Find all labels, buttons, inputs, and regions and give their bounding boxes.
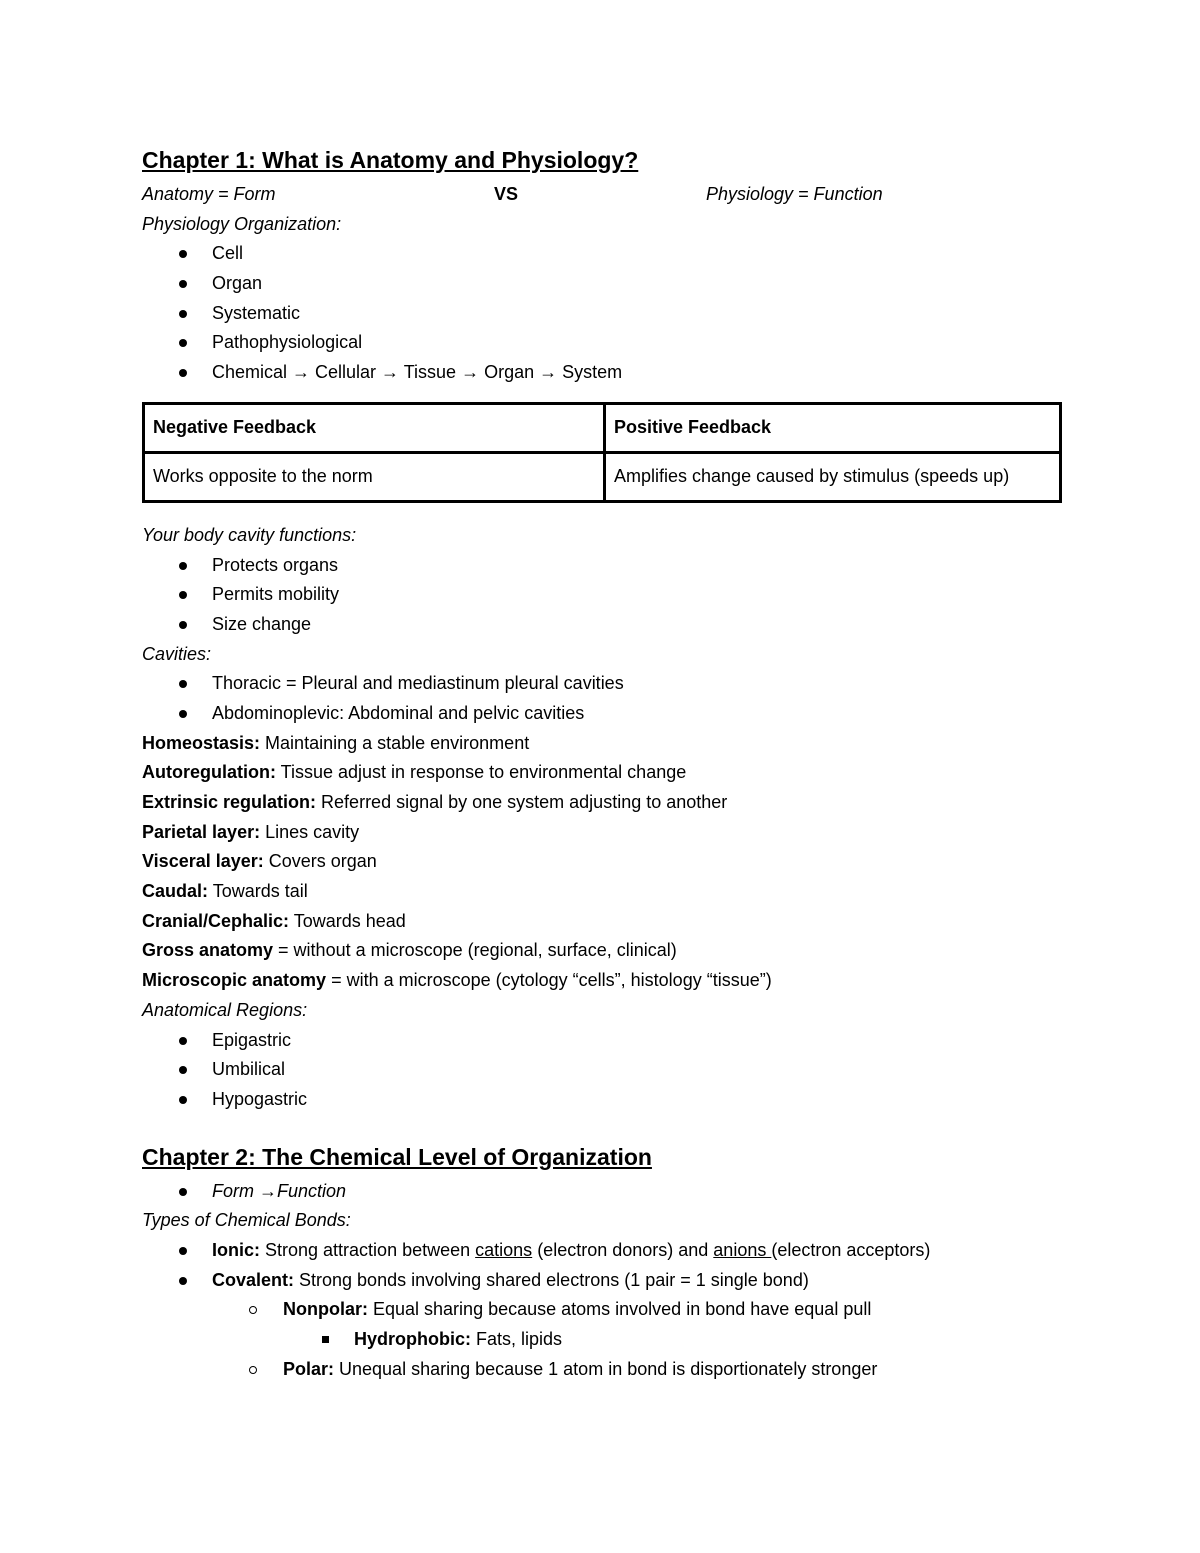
bond-term: Hydrophobic: xyxy=(354,1329,471,1349)
document-page xyxy=(142,140,1062,1384)
bonds-label: Types of Chemical Bonds: xyxy=(142,1210,351,1231)
bond-text: Strong bonds involving shared electrons (1 pair = 1 single bond) xyxy=(294,1269,809,1290)
definition xyxy=(142,966,1062,996)
bond-text: (electron acceptors) xyxy=(771,1239,931,1260)
cations-word: cations xyxy=(475,1239,533,1260)
definition-text: Referred signal by one system adjusting to another xyxy=(316,792,728,812)
list-item: Epigastric xyxy=(142,1026,1062,1056)
definition-text: Towards tail xyxy=(208,881,308,902)
definition-term: Cranial/Cephalic: xyxy=(142,910,290,931)
bond-term: Covalent: xyxy=(212,1269,295,1290)
definition xyxy=(142,877,1062,907)
chapter1-title: Chapter 1: What is Anatomy and Physiology? xyxy=(142,147,639,173)
chapter2-title: Chapter 2: The Chemical Level of Organization xyxy=(142,1143,652,1170)
definition-text: Covers organ xyxy=(263,851,377,872)
definition xyxy=(142,758,1062,788)
feedback-table xyxy=(142,402,1062,503)
anatomy-form: Anatomy = Form xyxy=(142,184,276,204)
definition-term: Extrinsic regulation: xyxy=(142,792,317,812)
regions-label: Anatomical Regions: xyxy=(142,999,308,1020)
bond-text: (electron donors) and xyxy=(532,1239,714,1260)
definition xyxy=(142,818,1062,848)
cavity-functions-label: Your body cavity functions: xyxy=(142,524,357,545)
definition xyxy=(142,788,1062,818)
definition-text: Tissue adjust in response to environmental change xyxy=(275,762,687,783)
definition xyxy=(142,907,1062,937)
definition-text: = without a microscope (regional, surface, clinical) xyxy=(273,940,677,961)
cavities-label: Cavities: xyxy=(142,643,212,664)
definition-term: Visceral layer: xyxy=(142,851,264,872)
list-item: Protects organs xyxy=(142,551,1062,581)
definition-term: Gross anatomy xyxy=(142,940,274,961)
bond-term: Polar: xyxy=(283,1358,335,1379)
definition xyxy=(142,847,1062,877)
list-item-nonpolar xyxy=(142,1295,1062,1325)
list-item: Pathophysiological xyxy=(142,328,1062,358)
list-item: Cell xyxy=(142,239,1062,269)
list-item: Systematic xyxy=(142,299,1062,329)
list-item-ionic xyxy=(142,1236,1062,1266)
physiology-function: Physiology = Function xyxy=(706,184,883,204)
list-item-covalent xyxy=(142,1266,1062,1296)
table-header-row xyxy=(144,403,1061,452)
definition xyxy=(142,729,1062,759)
table-cell: Amplifies change caused by stimulus (speeds up) xyxy=(605,452,1061,501)
list-item: Form →Function xyxy=(142,1177,1062,1207)
definition-term: Autoregulation: xyxy=(142,762,276,783)
definition-text: Maintaining a stable environment xyxy=(260,732,530,753)
list-item-hydrophobic xyxy=(142,1325,1062,1355)
table-cell: Works opposite to the norm xyxy=(144,452,605,501)
list-item: Chemical → Cellular → Tissue → Organ → System xyxy=(142,358,1062,388)
table-header-cell: Positive Feedback xyxy=(605,403,1061,452)
bond-text: Fats, lipids xyxy=(471,1329,563,1349)
list-item: Thoracic = Pleural and mediastinum pleural cavities xyxy=(142,669,1062,699)
definition-text: Lines cavity xyxy=(260,821,360,842)
list-item-polar xyxy=(142,1355,1062,1385)
list-item: Abdominoplevic: Abdominal and pelvic cavities xyxy=(142,699,1062,729)
bond-text: Equal sharing because atoms involved in bond have equal pull xyxy=(368,1299,872,1320)
definition xyxy=(142,936,1062,966)
definition-term: Microscopic anatomy xyxy=(142,970,327,991)
organization-label: Physiology Organization: xyxy=(142,213,342,234)
bond-text: Strong attraction between xyxy=(260,1239,476,1260)
bond-term: Ionic: xyxy=(212,1239,260,1260)
bond-term: Nonpolar: xyxy=(283,1299,368,1320)
list-item: Size change xyxy=(142,610,1062,640)
table-header-cell: Negative Feedback xyxy=(144,403,605,452)
vs-label: VS xyxy=(494,184,519,204)
list-item: Hypogastric xyxy=(142,1085,1062,1115)
anatomy-vs-physiology xyxy=(142,180,1062,210)
list-item: Permits mobility xyxy=(142,580,1062,610)
list-item: Organ xyxy=(142,269,1062,299)
bond-text: Unequal sharing because 1 atom in bond is disportionately stronger xyxy=(334,1358,878,1379)
definition-term: Homeostasis: xyxy=(142,732,261,753)
definition-text: = with a microscope (cytology “cells”, histology “tissue”) xyxy=(326,970,772,991)
anions-word: anions xyxy=(713,1239,772,1260)
table-row xyxy=(144,452,1061,501)
definition-term: Caudal: xyxy=(142,881,209,902)
list-item: Umbilical xyxy=(142,1055,1062,1085)
definition-text: Towards head xyxy=(289,910,406,931)
definition-term: Parietal layer: xyxy=(142,821,261,842)
